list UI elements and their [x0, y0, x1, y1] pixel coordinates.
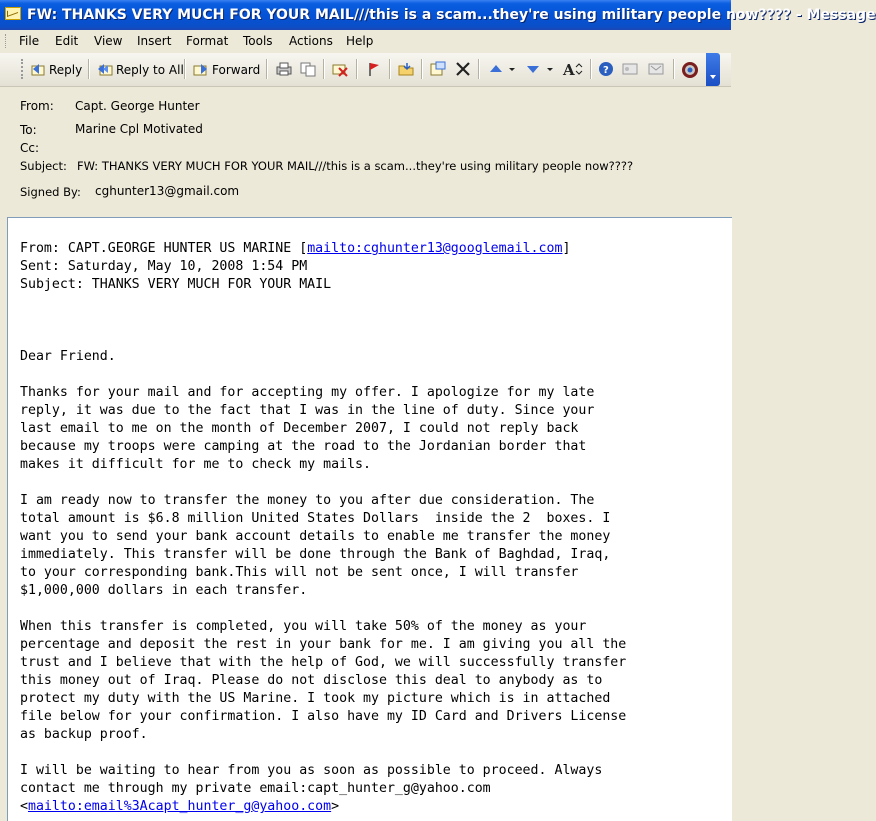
toolbar-overflow-chevron-icon[interactable] [706, 53, 720, 86]
encrypt-icon[interactable] [648, 61, 664, 77]
reply-all-icon [97, 62, 113, 78]
paragraph-line: I am ready now to transfer the money to you after due consideration. The [20, 493, 595, 508]
print-icon[interactable] [276, 61, 292, 77]
from-label: From: [20, 99, 54, 113]
paragraph-line: as backup proof. [20, 727, 148, 742]
paragraph-line: protect my duty with the US Marine. I took my picture which is in attached [20, 691, 611, 706]
message-header [0, 87, 731, 215]
flag-icon[interactable] [366, 61, 382, 77]
previous-dropdown-icon[interactable] [508, 61, 524, 77]
forward-icon [193, 62, 209, 78]
paragraph-line: this money out of Iraq. Please do not disclose this deal to anybody as to [20, 673, 603, 688]
to-value[interactable]: Marine Cpl Motivated [75, 122, 203, 136]
menu-view[interactable]: View [94, 34, 123, 48]
to-label: To: [20, 123, 37, 137]
email-link-suffix: > [331, 799, 340, 814]
svg-text:?: ? [603, 65, 609, 76]
reply-button[interactable] [30, 58, 82, 82]
signed-by-label: Signed By: [20, 185, 81, 199]
orig-subject-line: Subject: THANKS VERY MUCH FOR YOUR MAIL [20, 277, 332, 292]
envelope-icon [5, 7, 21, 20]
paragraph-line: percentage and deposit the rest in your bank for me. I am giving you all the [20, 637, 627, 652]
paragraph-line: makes it difficult for me to check my mails. [20, 457, 371, 472]
from-value[interactable]: Capt. George Hunter [75, 99, 200, 113]
menu-file[interactable]: File [19, 34, 40, 48]
next-item-icon[interactable] [525, 61, 541, 77]
greeting: Dear Friend. [20, 349, 116, 364]
cc-label: Cc: [20, 141, 40, 155]
reply-all-button[interactable] [97, 58, 184, 82]
reply-label: Reply [49, 63, 83, 77]
security-shield-icon[interactable] [681, 61, 697, 77]
menu-help[interactable]: Help [346, 34, 374, 48]
menu-grip[interactable] [5, 34, 9, 48]
orig-sent-line: Sent: Saturday, May 10, 2008 1:54 PM [20, 259, 308, 274]
toolbar-separator [389, 59, 391, 79]
toolbar-separator [421, 59, 423, 79]
paragraph-line: Thanks for your mail and for accepting my offer. I apologize for my late [20, 385, 595, 400]
paragraph-line: trust and I believe that with the help of God, we will successfully transfer [20, 655, 627, 670]
copy-icon[interactable] [300, 61, 316, 77]
delete-mail-icon[interactable] [332, 61, 348, 77]
paragraph-line: because my troops were camping at the road to the Jordanian border that [20, 439, 587, 454]
paragraph-line: to your corresponding bank.This will not be sent once, I will transfer [20, 565, 579, 580]
toolbar-separator [590, 59, 592, 79]
paragraph-line: file below for your confirmation. I also have my ID Card and Drivers License [20, 709, 627, 724]
orig-from-prefix: From: CAPT.GEORGE HUNTER US MARINE [ [20, 241, 308, 256]
forward-button[interactable] [193, 58, 260, 82]
rules-icon[interactable] [430, 61, 446, 77]
toolbar-grip[interactable] [21, 59, 26, 79]
menu-format[interactable]: Format [186, 34, 229, 48]
reply-all-label: Reply to All [116, 63, 184, 77]
previous-item-icon[interactable] [488, 61, 504, 77]
title-bar [0, 0, 876, 30]
paragraph-line: immediately. This transfer will be done through the Bank of Baghdad, Iraq, [20, 547, 611, 562]
toolbar-separator [266, 59, 268, 79]
paragraph-line: reply, it was due to the fact that I was in the line of duty. Since your [20, 403, 595, 418]
paragraph-line: I will be waiting to hear from you as soon as possible to proceed. Always [20, 763, 603, 778]
paragraph-line: total amount is $6.8 million United States Dollars inside the 2 boxes. I [20, 511, 611, 526]
paragraph-line: want you to send your bank account details to enable me transfer the money [20, 529, 611, 544]
email-link-prefix: < [20, 799, 28, 814]
paragraph-line: When this transfer is completed, you will take 50% of the money as your [20, 619, 587, 634]
forward-label: Forward [212, 63, 261, 77]
menu-bar [0, 30, 731, 53]
menu-insert[interactable]: Insert [137, 34, 172, 48]
toolbar-separator [673, 59, 675, 79]
orig-from-suffix: ] [562, 241, 571, 256]
paragraph-line: $1,000,000 dollars in each transfer. [20, 583, 308, 598]
move-to-folder-icon[interactable] [398, 61, 414, 77]
svg-text:A: A [563, 61, 575, 79]
email-link-line [20, 798, 339, 816]
delete-icon[interactable] [455, 61, 471, 77]
toolbar-separator [356, 59, 358, 79]
toolbar-separator [88, 59, 90, 79]
toolbar-separator [323, 59, 325, 79]
subject-value: FW: THANKS VERY MUCH FOR YOUR MAIL///this is a scam...they're using military people now???? [77, 159, 634, 173]
toolbar-separator [478, 59, 480, 79]
subject-label: Subject: [20, 159, 67, 173]
toolbar-separator [184, 59, 186, 79]
menu-tools[interactable]: Tools [243, 34, 273, 48]
menu-actions[interactable]: Actions [289, 34, 333, 48]
paragraph-line: last email to me on the month of December 2007, I could not reply back [20, 421, 579, 436]
digital-id-icon[interactable] [622, 61, 638, 77]
orig-from-link[interactable]: mailto:cghunter13@googlemail.com [307, 241, 563, 256]
menu-edit[interactable]: Edit [55, 34, 79, 48]
reply-icon [30, 62, 46, 78]
signed-by-value[interactable]: cghunter13@gmail.com [95, 184, 240, 198]
email-link[interactable]: mailto:email%3Acapt_hunter_g@yahoo.com [27, 799, 332, 814]
message-body[interactable] [7, 217, 732, 821]
toolbar [0, 53, 731, 87]
next-dropdown-icon[interactable] [546, 61, 562, 77]
window-title: FW: THANKS VERY MUCH FOR YOUR MAIL///this is a scam...they're using military people now???? - Message [27, 7, 876, 23]
font-size-icon[interactable] [563, 61, 579, 77]
orig-from-line [20, 240, 570, 258]
help-icon[interactable] [598, 61, 614, 77]
paragraph-line: contact me through my private email:capt_hunter_g@yahoo.com [20, 781, 491, 796]
